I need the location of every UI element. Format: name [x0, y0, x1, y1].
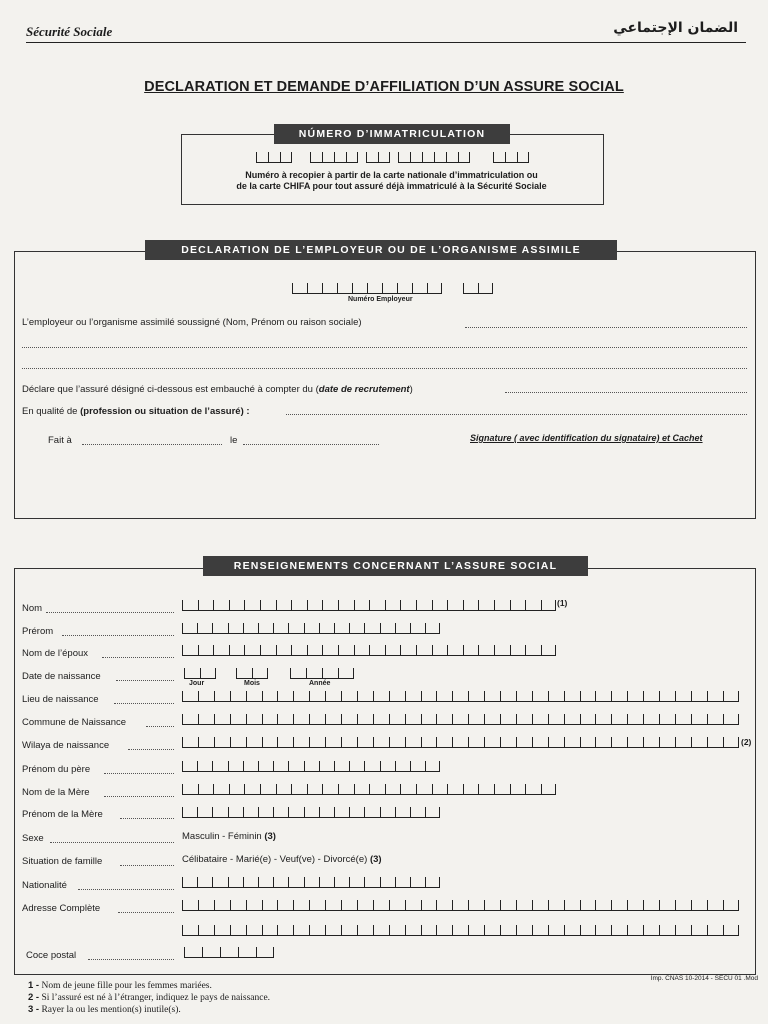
commune-naissance-leader	[146, 726, 174, 727]
char-cells	[182, 644, 556, 656]
mois-label: Mois	[244, 680, 260, 687]
char-cells	[463, 282, 493, 294]
commune-naissance-field[interactable]	[182, 713, 739, 724]
nom-label: Nom	[22, 603, 43, 614]
page-title: DECLARATION ET DEMANDE D’AFFILIATION D’UN ASSURE SOCIAL	[144, 79, 624, 95]
soussigne-label: L’employeur ou l’organisme assimilé soussigné (Nom, Prénom ou raison sociale)	[22, 317, 362, 328]
prenom-pere-field[interactable]	[182, 760, 440, 771]
wilaya-naissance-label: Wilaya de naissance	[22, 740, 110, 751]
char-cells	[182, 806, 440, 818]
wilaya-naissance-leader	[128, 749, 174, 750]
jour-label: Jour	[189, 680, 205, 687]
code-postal-field[interactable]	[184, 946, 274, 957]
code-postal-label: Coce postal	[26, 950, 77, 961]
char-cells	[182, 760, 440, 772]
embauche-label: Déclare que l’assuré désigné ci-dessous est embauché à compter du (date de recrutement)	[22, 384, 413, 395]
adresse-field-1[interactable]	[182, 899, 739, 910]
adresse-field-2[interactable]	[182, 924, 739, 935]
char-cells	[493, 151, 529, 163]
soussigne-line-1[interactable]	[465, 327, 747, 328]
header-left-title: Sécurité Sociale	[26, 24, 113, 39]
nom-epoux-field[interactable]	[182, 644, 556, 655]
prenom-label: Prérom	[22, 626, 54, 637]
nom-leader	[46, 612, 174, 613]
qualite-label: En qualité de (profession ou situation de l’assuré) :	[22, 406, 250, 417]
sexe-leader	[50, 842, 174, 843]
date-naissance-label: Date de naissance	[22, 671, 101, 682]
char-cells	[184, 667, 216, 679]
sexe-options[interactable]: Masculin - Féminin (3)	[182, 831, 276, 842]
numero-employeur-field[interactable]	[292, 282, 442, 293]
assure-tag: RENSEIGNEMENTS CONCERNANT L’ASSURE SOCIAL	[203, 556, 588, 576]
wilaya-naissance-field[interactable]	[182, 736, 739, 747]
date-naissance-leader	[116, 680, 174, 681]
prenom-mere-leader	[120, 818, 174, 819]
header-right-title: الضمان الإجتماعي	[613, 20, 738, 36]
annee-label: Année	[309, 680, 331, 687]
char-cells	[184, 946, 274, 958]
char-cells	[398, 151, 470, 163]
char-cells	[182, 690, 739, 702]
fait-a-label: Fait à	[48, 435, 72, 446]
adresse-label: Adresse Complète	[22, 903, 101, 914]
embauche-date-line[interactable]	[505, 392, 747, 393]
le-line[interactable]	[243, 444, 379, 445]
soussigne-line-2[interactable]	[22, 347, 747, 348]
wilaya-note: (2)	[741, 737, 752, 747]
numero-employeur-key-field[interactable]	[463, 282, 493, 293]
situation-label: Situation de famille	[22, 856, 103, 867]
nom-epoux-leader	[102, 657, 174, 658]
immatriculation-field-4[interactable]	[398, 151, 470, 162]
nationalite-label: Nationalité	[22, 880, 67, 891]
nom-mere-leader	[104, 796, 174, 797]
prenom-mere-field[interactable]	[182, 806, 440, 817]
qualite-line[interactable]	[286, 414, 747, 415]
fait-a-line[interactable]	[82, 444, 222, 445]
date-jour-field[interactable]	[184, 667, 216, 678]
soussigne-line-3[interactable]	[22, 368, 747, 369]
char-cells	[310, 151, 358, 163]
char-cells	[182, 599, 556, 611]
sexe-label: Sexe	[22, 833, 44, 844]
char-cells	[182, 899, 739, 911]
nom-epoux-label: Nom de l’époux	[22, 648, 89, 659]
char-cells	[182, 622, 440, 634]
employeur-tag: DECLARATION DE L’EMPLOYEUR OU DE L’ORGANISME ASSIMILE	[145, 240, 617, 260]
prenom-mere-label: Prénom de la Mère	[22, 809, 103, 820]
immatriculation-field-5[interactable]	[493, 151, 529, 162]
char-cells	[182, 876, 440, 888]
immatriculation-hint-1: Numéro à recopier à partir de la carte nationale d’immatriculation ou	[245, 170, 538, 180]
nom-mere-label: Nom de la Mère	[22, 787, 90, 798]
char-cells	[182, 713, 739, 725]
numero-employeur-label: Numéro Employeur	[348, 296, 413, 303]
situation-options[interactable]: Célibataire - Marié(e) - Veuf(ve) - Divorcé(e) (3)	[182, 854, 382, 865]
immatriculation-tag: NÚMERO D’IMMATRICULATION	[274, 124, 510, 144]
lieu-naissance-label: Lieu de naissance	[22, 694, 99, 705]
signature-label: Signature ( avec identification du signataire) et Cachet	[470, 433, 703, 443]
lieu-naissance-leader	[114, 703, 174, 704]
date-annee-field[interactable]	[290, 667, 354, 678]
lieu-naissance-field[interactable]	[182, 690, 739, 701]
char-cells	[256, 151, 292, 163]
prenom-pere-label: Prénom du père	[22, 764, 91, 775]
nom-field[interactable]	[182, 599, 556, 610]
prenom-pere-leader	[104, 773, 174, 774]
char-cells	[182, 783, 556, 795]
immatriculation-field-2[interactable]	[310, 151, 358, 162]
char-cells	[182, 736, 739, 748]
footnote-2: 2 - Si l’assuré est né à l’étranger, indiquez le pays de naissance.	[28, 992, 271, 1003]
footnote-1: 1 - Nom de jeune fille pour les femmes mariées.	[28, 980, 212, 991]
situation-leader	[120, 865, 174, 866]
immatriculation-field-3[interactable]	[366, 151, 390, 162]
adresse-leader	[118, 912, 174, 913]
nationalite-leader	[78, 889, 174, 890]
immatriculation-field-1[interactable]	[256, 151, 292, 162]
char-cells	[292, 282, 442, 294]
char-cells	[236, 667, 268, 679]
header-rule	[26, 42, 746, 43]
date-mois-field[interactable]	[236, 667, 268, 678]
nom-mere-field[interactable]	[182, 783, 556, 794]
le-label: le	[230, 435, 238, 446]
nationalite-field[interactable]	[182, 876, 440, 887]
prenom-field[interactable]	[182, 622, 440, 633]
code-postal-leader	[88, 959, 174, 960]
nom-note: (1)	[557, 598, 568, 608]
char-cells	[366, 151, 390, 163]
footnote-3: 3 - Rayer la ou les mention(s) inutile(s).	[28, 1004, 181, 1015]
char-cells	[290, 667, 354, 679]
char-cells	[182, 924, 739, 936]
prenom-leader	[62, 635, 174, 636]
commune-naissance-label: Commune de Naissance	[22, 717, 127, 728]
immatriculation-hint-2: de la carte CHIFA pour tout assuré déjà immatriculé à la Sécurité Sociale	[236, 181, 547, 191]
imprint: Imp. CNAS 10-2014 - SECU 01 .Mod	[650, 975, 758, 982]
